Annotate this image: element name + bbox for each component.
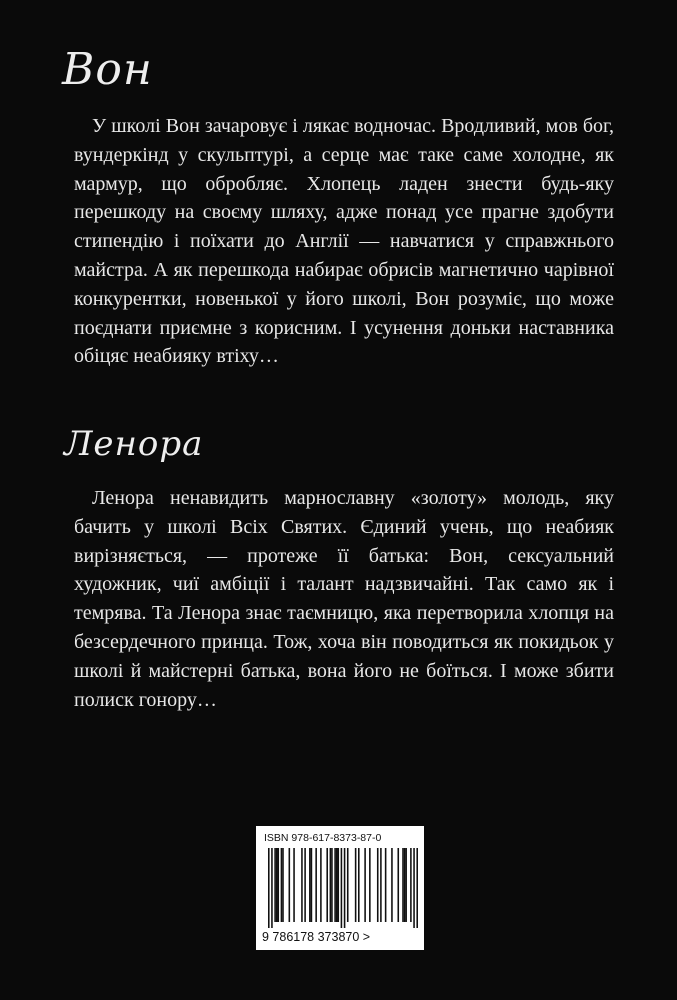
barcode-bar bbox=[309, 848, 311, 922]
barcode-bar bbox=[281, 848, 283, 922]
barcode-bar bbox=[274, 848, 276, 922]
barcode-bar bbox=[364, 848, 366, 922]
barcode-bar bbox=[334, 848, 336, 922]
barcode-bar bbox=[276, 848, 278, 922]
barcode-bar bbox=[347, 848, 349, 922]
barcode-bar bbox=[293, 848, 295, 922]
barcode-bar bbox=[315, 848, 317, 922]
barcode-bars bbox=[268, 848, 418, 928]
barcode-bar bbox=[385, 848, 387, 922]
barcode-bar bbox=[330, 848, 332, 922]
barcode-bar bbox=[416, 848, 418, 928]
barcode-bar bbox=[271, 848, 273, 928]
barcode-bar bbox=[277, 848, 279, 922]
barcode-bar bbox=[311, 848, 313, 922]
barcode-bar bbox=[397, 848, 399, 922]
barcode-bar bbox=[369, 848, 371, 922]
section-text-von: У школі Вон зачаровує і лякає водночас. Вродливий, мов бог, вундеркінд у скульптурі, а серце має таке саме холодне, як мармур, що обробляє. Хлопець ладен знести будь-яку перешкоду на своєму шляху, адже понад усе прагне здобути стипендію і поїхати до Англії — навчатися у справжнього майстра. А як перешкода набирає обрисів магнетично чарівної конкурентки, новенької у його школі, Вон розуміє, що може поєднати приємне з корисним. І усунення доньки наставника обіцяє неабияку втіху… bbox=[74, 115, 614, 368]
barcode-bar bbox=[410, 848, 412, 922]
isbn-barcode bbox=[256, 826, 424, 950]
barcode-bar bbox=[301, 848, 303, 922]
barcode-bar bbox=[404, 848, 406, 922]
barcode-bar bbox=[268, 848, 270, 928]
barcode-bar bbox=[289, 848, 291, 922]
barcode-bar bbox=[355, 848, 357, 922]
ean-digits: 9 786178 373870 > bbox=[262, 930, 371, 944]
barcode-bar bbox=[405, 848, 407, 922]
barcode-bar bbox=[413, 848, 415, 928]
barcode-bar bbox=[336, 848, 338, 922]
barcode-bar bbox=[331, 848, 333, 922]
barcode-bar bbox=[282, 848, 284, 922]
barcode-bar bbox=[337, 848, 339, 922]
section-title-lenora: Ленора bbox=[64, 424, 204, 464]
barcode-bar bbox=[377, 848, 379, 922]
barcode-bar bbox=[304, 848, 306, 922]
barcode-bar bbox=[344, 848, 346, 928]
barcode-bar bbox=[358, 848, 360, 922]
isbn-label: ISBN 978-617-8373-87-0 bbox=[264, 832, 382, 844]
barcode-bar bbox=[391, 848, 393, 922]
barcode-bar bbox=[326, 848, 328, 922]
barcode-bar bbox=[380, 848, 382, 922]
barcode-bar bbox=[320, 848, 322, 922]
barcode-bar bbox=[341, 848, 343, 928]
barcode-bar bbox=[402, 848, 404, 922]
section-title-von: Вон bbox=[62, 44, 153, 95]
section-text-lenora: Ленора ненавидить марнославну «золоту» молодь, яку бачить у школі Всіх Святих. Єдиний учень, що неабияк вирізняється, — протеже її батька: Вон, сексуальний художник, чиї амбіції і талант надзвичайні. Так само як і темрява. Та Ленора знає таємницю, яка перетворила хлопця на безсердечного принца. Тож, хоча він поводиться як покидьок у школі й майстерні батька, вона його не боїться. І може збити полиск гонору… bbox=[74, 487, 614, 711]
